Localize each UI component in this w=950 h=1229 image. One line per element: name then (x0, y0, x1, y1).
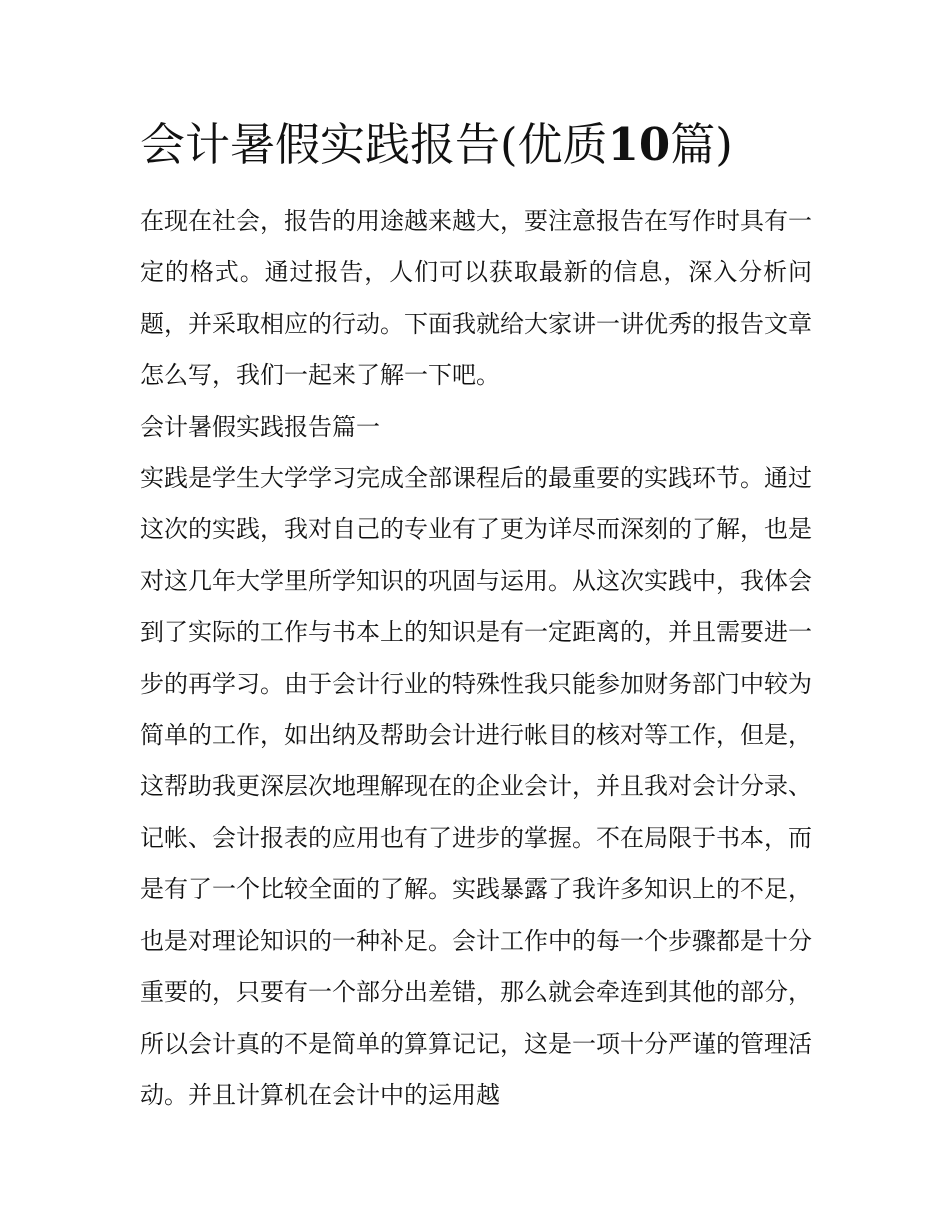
section-body-paragraph: 实践是学生大学学习完成全部课程后的最重要的实践环节。通过这次的实践，我对自己的专业有了更为详尽而深刻的了解，也是对这几年大学里所学知识的巩固与运用。从这次实践中，我体会到了实际的工作与书本上的知识是有一定距离的，并且需要进一步的再学习。由于会计行业的特殊性我只能参加财务部门中较为简单的工作，如出纳及帮助会计进行帐目的核对等工作，但是，这帮助我更深层次地理解现在的企业会计，并且我对会计分录、记帐、会计报表的应用也有了进步的掌握。不在局限于书本，而是有了一个比较全面的了解。实践暴露了我许多知识上的不足，也是对理论知识的一种补足。会计工作中的每一个步骤都是十分重要的，只要有一个部分出差错，那么就会牵连到其他的部分，所以会计真的不是简单的算算记记，这是一项十分严谨的管理活动。并且计算机在会计中的运用越 (140, 464, 812, 1109)
document-title (140, 112, 830, 178)
title-suffix: 篇) (670, 118, 733, 171)
intro-paragraph: 在现在社会，报告的用途越来越大，要注意报告在写作时具有一定的格式。通过报告，人们可以获取最新的信息，深入分析问题，并采取相应的行动。下面我就给大家讲一讲优秀的报告文章怎么写，我们一起来了解一下吧。 (140, 207, 812, 390)
title-number: 10 (607, 118, 671, 171)
section-heading: 会计暑假实践报告篇一 (140, 412, 380, 441)
document-body (140, 196, 812, 1121)
title-prefix: 会计暑假实践报告(优质 (140, 118, 608, 171)
